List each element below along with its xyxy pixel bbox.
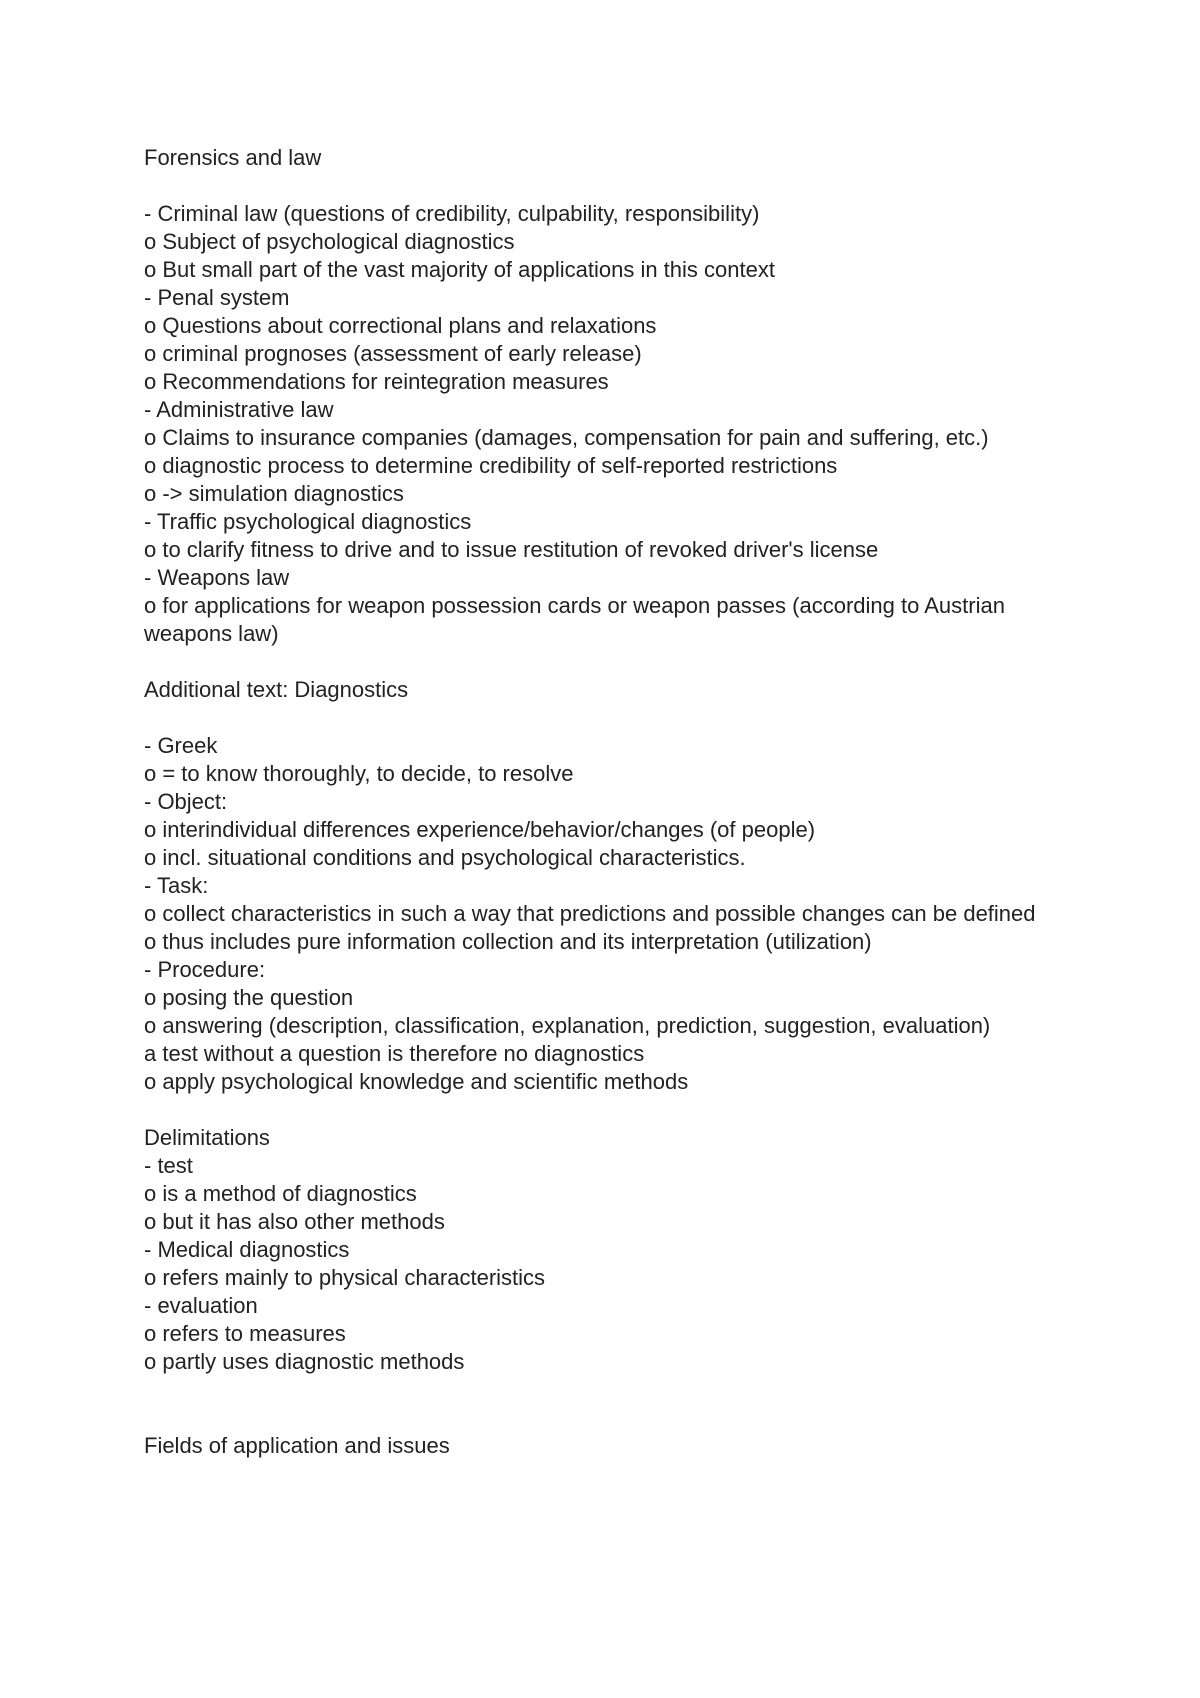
spacer xyxy=(144,172,1064,200)
list-item: o refers to measures xyxy=(144,1321,346,1346)
list-item: o diagnostic process to determine credibility of self-reported restrictions xyxy=(144,453,838,478)
list-item: o = to know thoroughly, to decide, to resolve xyxy=(144,761,574,786)
list-item: o Recommendations for reintegration measures xyxy=(144,369,609,394)
list-item: o partly uses diagnostic methods xyxy=(144,1349,465,1374)
list-item: o interindividual differences experience/behavior/changes (of people) xyxy=(144,817,816,842)
list-item: o -> simulation diagnostics xyxy=(144,481,404,506)
list-item: - Object: xyxy=(144,789,228,814)
section-delimitations-list xyxy=(144,1152,1064,1376)
list-item: - evaluation xyxy=(144,1293,258,1318)
list-item: - Traffic psychological diagnostics xyxy=(144,509,472,534)
document-body xyxy=(144,144,1064,1460)
list-item: o Claims to insurance companies (damages, compensation for pain and suffering, etc.) xyxy=(144,425,989,450)
spacer xyxy=(144,1096,1064,1124)
section-heading-diagnostics: Additional text: Diagnostics xyxy=(144,677,409,702)
list-item: - Criminal law (questions of credibility, culpability, responsibility) xyxy=(144,201,760,226)
list-item: o But small part of the vast majority of applications in this context xyxy=(144,257,775,282)
list-item: o posing the question xyxy=(144,985,354,1010)
list-item: o to clarify fitness to drive and to issue restitution of revoked driver's license xyxy=(144,537,879,562)
section-heading-fields: Fields of application and issues xyxy=(144,1433,450,1458)
list-item: o Subject of psychological diagnostics xyxy=(144,229,515,254)
list-item: o apply psychological knowledge and scientific methods xyxy=(144,1069,689,1094)
spacer xyxy=(144,1376,1064,1432)
list-item: o for applications for weapon possession cards or weapon passes (according to Austrian weapons law) xyxy=(144,593,1012,646)
list-item: - Penal system xyxy=(144,285,290,310)
list-item: o refers mainly to physical characteristics xyxy=(144,1265,546,1290)
spacer xyxy=(144,648,1064,676)
list-item: - test xyxy=(144,1153,193,1178)
section-forensics-list xyxy=(144,200,1064,648)
section-heading-delimitations: Delimitations xyxy=(144,1125,270,1150)
section-diagnostics-list xyxy=(144,732,1064,1096)
list-item: - Weapons law xyxy=(144,565,290,590)
list-item: - Procedure: xyxy=(144,957,266,982)
list-item: o criminal prognoses (assessment of early release) xyxy=(144,341,642,366)
list-item: - Greek xyxy=(144,733,218,758)
list-item: a test without a question is therefore no diagnostics xyxy=(144,1041,645,1066)
list-item: o Questions about correctional plans and relaxations xyxy=(144,313,657,338)
spacer xyxy=(144,704,1064,732)
list-item: o is a method of diagnostics xyxy=(144,1181,417,1206)
list-item: o collect characteristics in such a way that predictions and possible changes can be defined xyxy=(144,901,1036,926)
section-heading-forensics: Forensics and law xyxy=(144,145,322,170)
list-item: - Task: xyxy=(144,873,209,898)
list-item: o thus includes pure information collection and its interpretation (utilization) xyxy=(144,929,872,954)
list-item: o but it has also other methods xyxy=(144,1209,445,1234)
list-item: - Medical diagnostics xyxy=(144,1237,350,1262)
list-item: o answering (description, classification, explanation, prediction, suggestion, evaluation) xyxy=(144,1013,991,1038)
list-item: - Administrative law xyxy=(144,397,334,422)
list-item: o incl. situational conditions and psychological characteristics. xyxy=(144,845,746,870)
